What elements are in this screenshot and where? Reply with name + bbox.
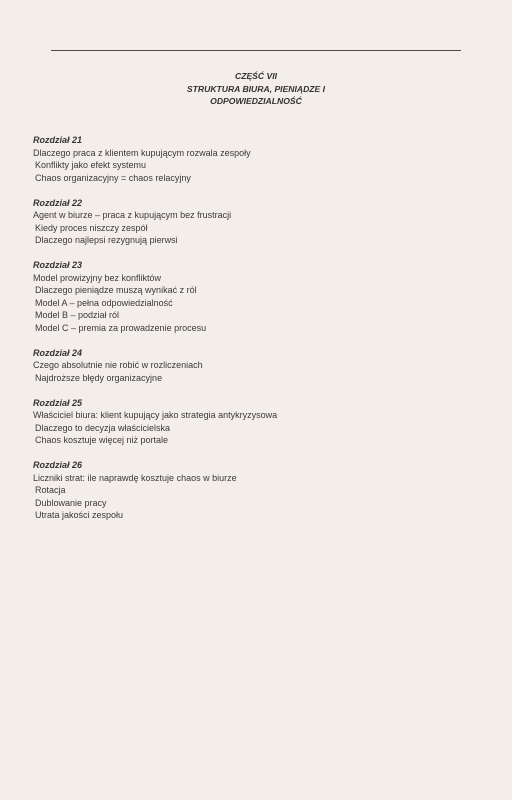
chapter-section — [33, 259, 473, 334]
chapter-label: Rozdział 22 — [33, 197, 83, 208]
top-divider — [51, 50, 461, 51]
chapter-item: Dlaczego to decyzja właścicielska — [35, 422, 171, 433]
chapter-section — [33, 197, 473, 247]
part-title-line-1: STRUKTURA BIURA, PIENIĄDZE I — [186, 83, 326, 94]
chapter-title: Liczniki strat: ile naprawdę kosztuje chaos w biurze — [33, 472, 237, 483]
chapter-title: Agent w biurze – praca z kupującym bez frustracji — [33, 210, 232, 220]
chapter-item: Dlaczego pieniądze muszą wynikać z ról — [35, 285, 197, 295]
chapter-label: Rozdział 26 — [33, 460, 83, 470]
chapter-label: Rozdział 21 — [33, 135, 83, 145]
chapter-title: Właściciel biura: klient kupujący jako strategia antykryzysowa — [33, 410, 278, 420]
chapter-title: Dlaczego praca z klientem kupującym rozwala zespoły — [33, 147, 251, 158]
chapter-section — [33, 134, 473, 184]
part-number: CZĘŚĆ VII — [234, 71, 278, 81]
chapter-item: Model B – podział ról — [35, 310, 120, 320]
part-title-line-2: ODPOWIEDZIALNOŚĆ — [210, 96, 302, 106]
chapter-item: Chaos organizacyjny = chaos relacyjny — [35, 172, 191, 183]
chapter-label: Rozdział 23 — [33, 260, 83, 270]
chapter-item: Utrata jakości zespołu — [35, 510, 124, 520]
chapter-item: Model A – pełna odpowiedzialność — [35, 297, 173, 308]
chapter-title: Model prowizyjny bez konfliktów — [33, 272, 162, 283]
chapter-item: Dublowanie pracy — [35, 497, 107, 508]
chapter-item: Kiedy proces niszczy zespół — [35, 222, 148, 233]
chapter-item: Konflikty jako efekt systemu — [35, 160, 147, 170]
chapter-item: Rotacja — [35, 485, 66, 495]
chapter-label: Rozdział 24 — [33, 347, 83, 358]
chapter-title: Czego absolutnie nie robić w rozliczeniach — [33, 360, 203, 370]
chapter-item: Dlaczego najlepsi rezygnują pierwsi — [35, 235, 178, 245]
chapter-section — [33, 397, 473, 447]
chapter-label: Rozdział 25 — [33, 397, 83, 408]
chapter-section — [33, 347, 473, 385]
chapter-item: Chaos kosztuje więcej niż portale — [35, 435, 169, 445]
chapter-list — [33, 134, 473, 534]
chapter-item: Model C – premia za prowadzenie procesu — [35, 322, 207, 333]
part-header — [0, 70, 512, 108]
chapter-item: Najdroższe błędy organizacyjne — [35, 372, 163, 383]
chapter-section — [33, 459, 473, 522]
